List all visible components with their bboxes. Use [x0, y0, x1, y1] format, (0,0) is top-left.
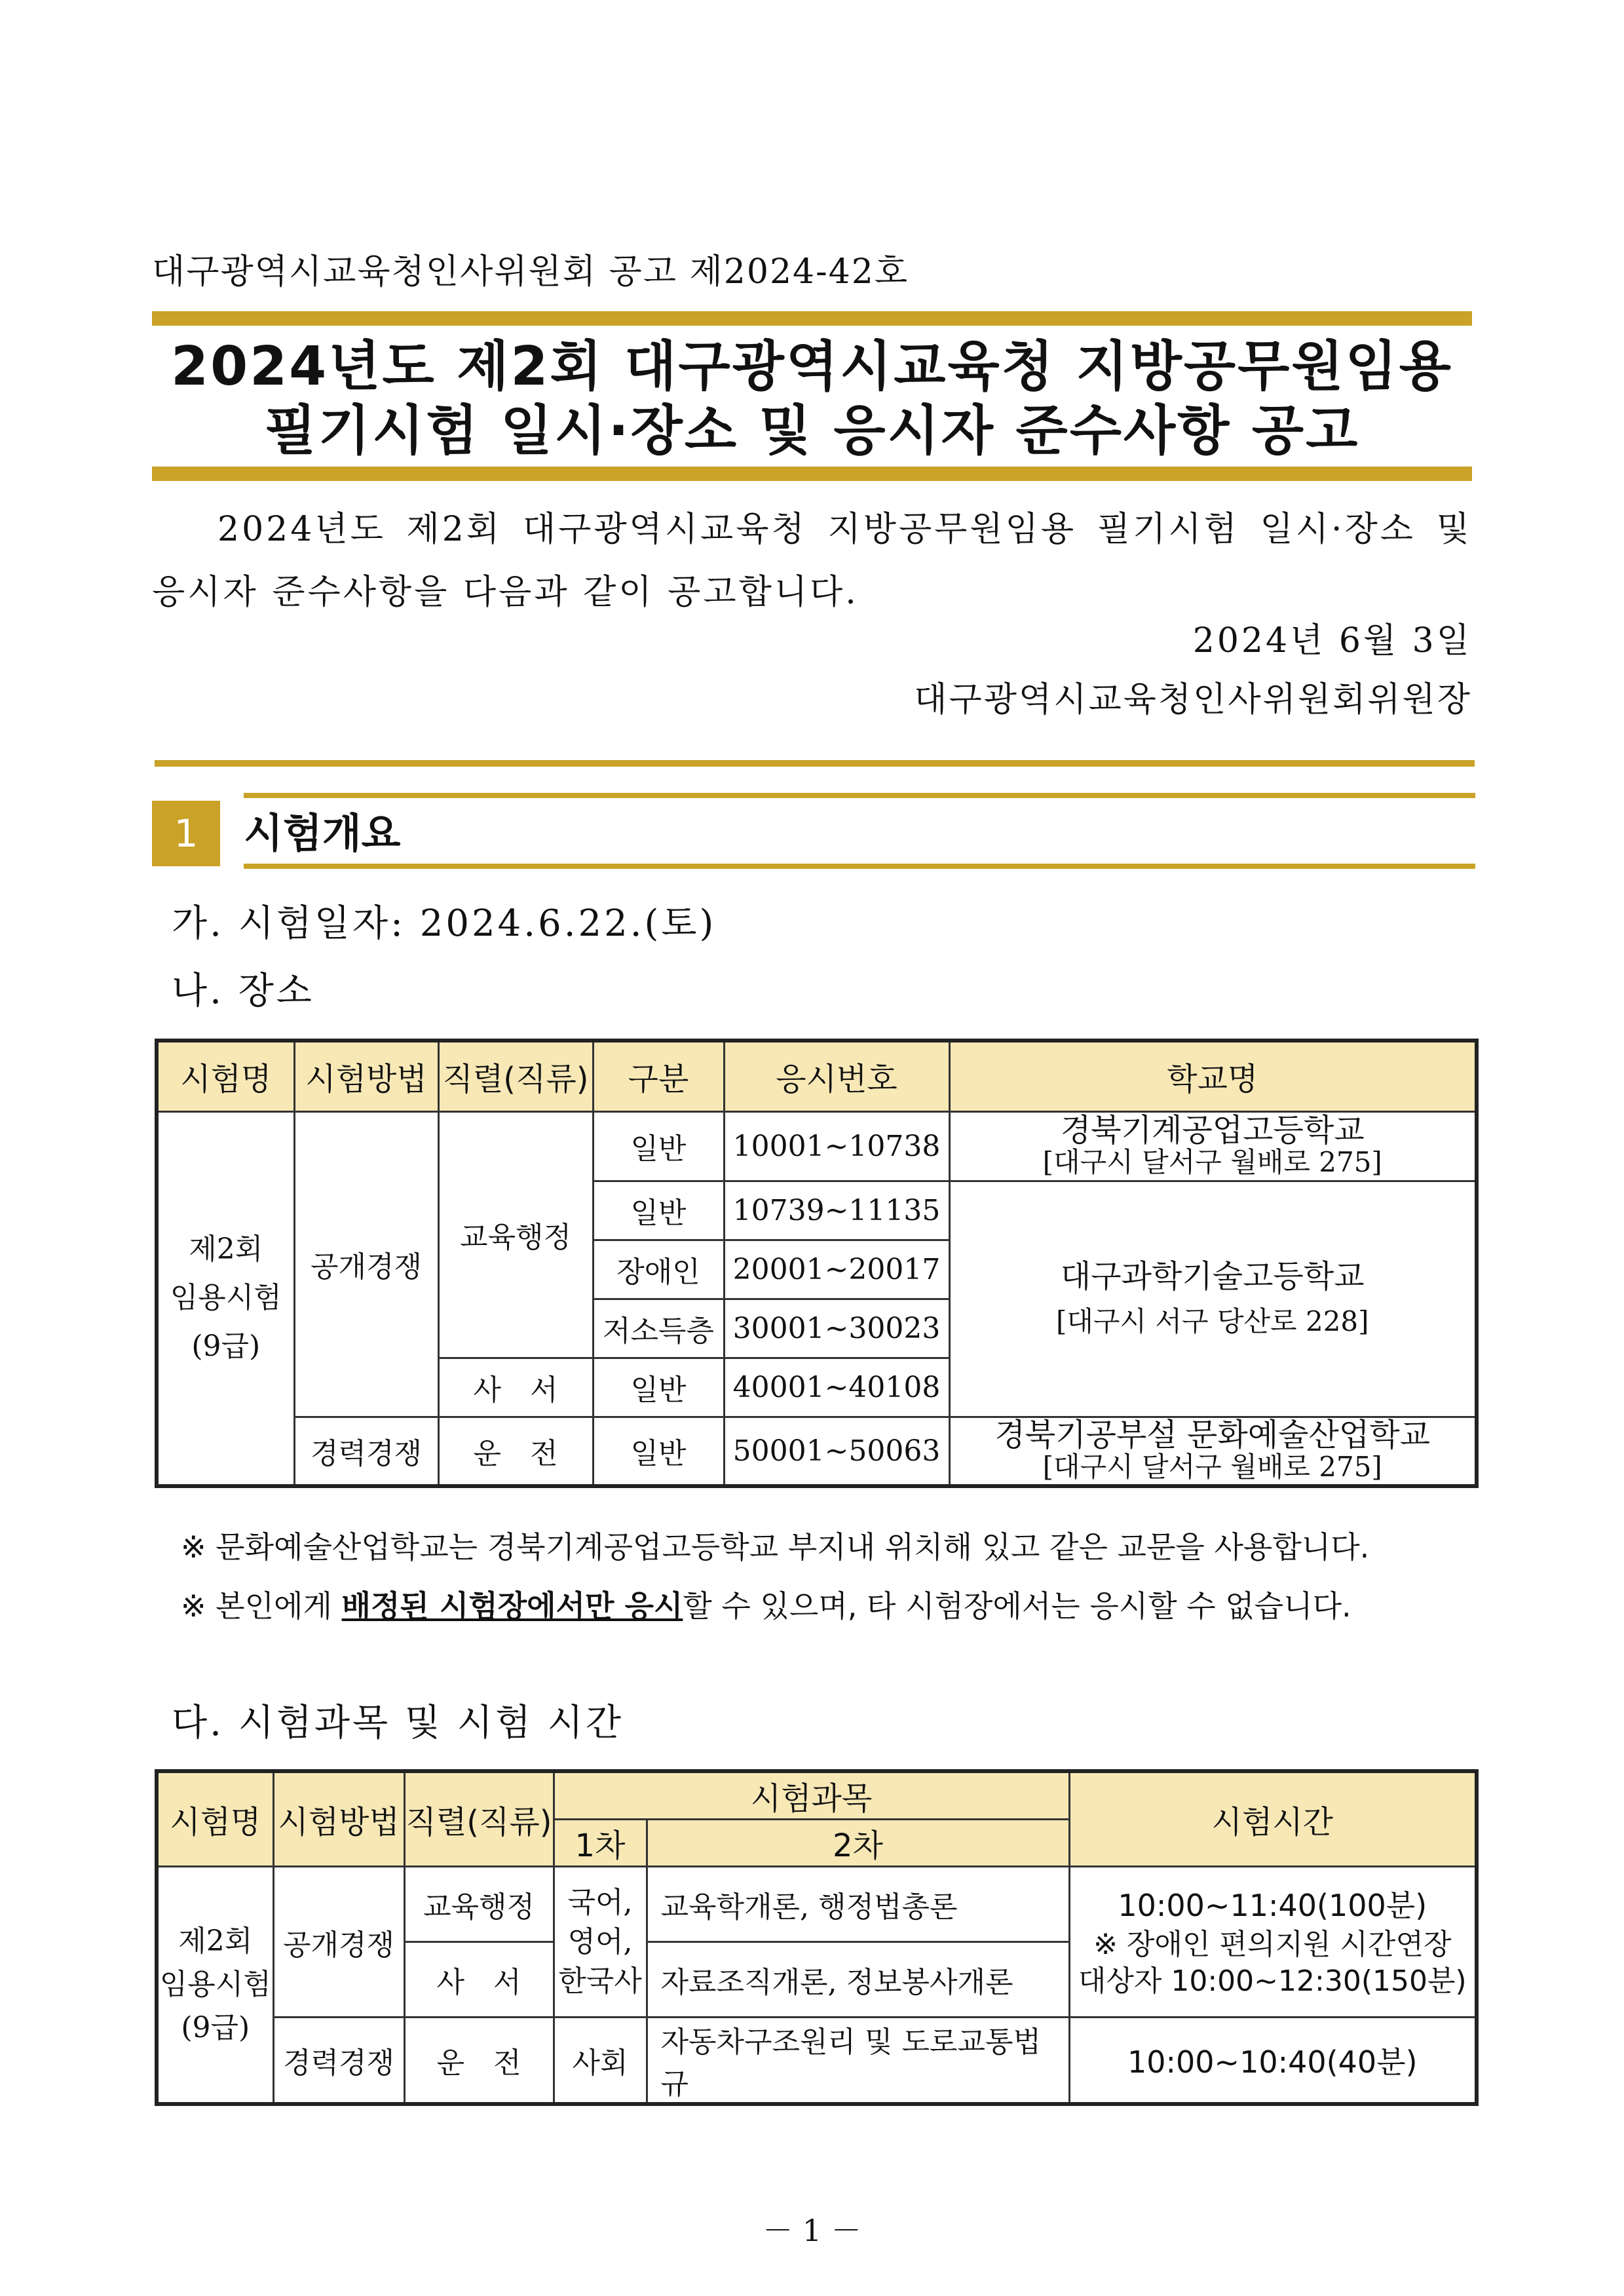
- venue-range: 30001~30023: [724, 1299, 949, 1358]
- venue-table: [155, 1039, 1479, 1488]
- venue-school-2: [949, 1181, 1477, 1417]
- school-address-2: [대구시 서구 당산로 228]: [1055, 1305, 1369, 1337]
- subject-series-driver: 운 전: [404, 2018, 554, 2105]
- subject-time-open: [1069, 1867, 1477, 2018]
- intro-line-2: 응시자 준수사항을 다음과 같이 공고합니다.: [152, 573, 859, 612]
- section-bottom-rule: [244, 864, 1475, 869]
- subject-header-first: 1차: [554, 1820, 647, 1867]
- venue-header-series: 직렬(직류): [438, 1041, 593, 1111]
- venue-range: 50001~50063: [724, 1417, 949, 1486]
- section-title: 시험개요: [244, 809, 401, 857]
- title-line-1: 2024년도 제2회 대구광역시교육청 지방공무원임용: [171, 335, 1453, 398]
- subject-header-time: 시험시간: [1069, 1771, 1477, 1867]
- venue-type: 일반: [593, 1181, 724, 1240]
- venue-exam-name: 제2회 임용시험 (9급): [157, 1111, 294, 1486]
- subject-series-edu: 교육행정: [404, 1867, 554, 1942]
- venue-header-exam: 시험명: [157, 1041, 294, 1111]
- school-name-3: 경북기공부설 문화예술산업학교: [994, 1417, 1430, 1454]
- section-top-rule: [244, 793, 1475, 798]
- venue-type: 저소득층: [593, 1299, 724, 1358]
- subject-method-open: 공개경쟁: [273, 1867, 404, 2018]
- subjects-heading: 다. 시험과목 및 시험 시간: [172, 1702, 624, 1744]
- subject-header-exam: 시험명: [157, 1771, 273, 1867]
- venue-method-open: 공개경쟁: [294, 1111, 438, 1417]
- subject-second-edu: 교육학개론, 행정법총론: [647, 1867, 1069, 1942]
- venue-series-edu: 교육행정: [438, 1111, 593, 1358]
- note-suffix: 할 수 있으며, 타 시험장에서는 응시할 수 없습니다.: [683, 1588, 1351, 1624]
- venue-header-method: 시험방법: [294, 1041, 438, 1111]
- note-school-location: ※ 문화예술산업학교는 경북기계공업고등학교 부지내 위치해 있고 같은 교문을 사용합니다.: [181, 1529, 1370, 1565]
- venue-series-librarian: 사 서: [438, 1358, 593, 1417]
- note-emphasis: 배정된 시험장에서만 응시: [341, 1588, 683, 1624]
- subject-header-second: 2차: [647, 1820, 1069, 1867]
- school-name-1: 경북기계공업고등학교: [1060, 1112, 1365, 1149]
- intro-line-1: 2024년도 제2회 대구광역시교육청 지방공무원임용 필기시험 일시·장소 및: [217, 510, 1472, 549]
- signer: 대구광역시교육청인사위원회위원장: [914, 680, 1472, 719]
- venue-range: 10001~10738: [724, 1111, 949, 1181]
- subject-first-driver: 사회: [554, 2018, 647, 2105]
- subject-second-driver: 자동차구조원리 및 도로교통법규: [647, 2018, 1069, 2105]
- venue-type: 일반: [593, 1111, 724, 1181]
- subject-method-career: 경력경쟁: [273, 2018, 404, 2105]
- venue-heading: 나. 장소: [172, 970, 314, 1012]
- venue-method-career: 경력경쟁: [294, 1417, 438, 1486]
- venue-type: 장애인: [593, 1240, 724, 1299]
- venue-type: 일반: [593, 1417, 724, 1486]
- venue-school-3: [949, 1417, 1477, 1486]
- subject-header-series: 직렬(직류): [404, 1771, 554, 1867]
- school-address-1: [대구시 달서구 월배로 275]: [1042, 1146, 1382, 1178]
- page-number: － 1 －: [763, 2213, 861, 2248]
- subject-header-method: 시험방법: [273, 1771, 404, 1867]
- school-address-3: [대구시 달서구 월배로 275]: [1042, 1451, 1382, 1483]
- section-divider: [155, 760, 1475, 767]
- venue-range: 10739~11135: [724, 1181, 949, 1240]
- time-note-line-2: 대상자 10:00~12:30(150분): [1078, 1964, 1467, 1998]
- notice-date: 2024년 6월 3일: [1192, 621, 1472, 660]
- subject-second-lib: 자료조직개론, 정보봉사개론: [647, 1942, 1069, 2018]
- title-top-bar: [152, 311, 1472, 326]
- venue-range: 40001~40108: [724, 1358, 949, 1417]
- venue-header-type: 구분: [593, 1041, 724, 1111]
- venue-type: 일반: [593, 1358, 724, 1417]
- section-number: 1: [152, 801, 220, 866]
- subject-table: [155, 1769, 1479, 2106]
- title-bottom-bar: [152, 467, 1472, 481]
- notice-number: 대구광역시교육청인사위원회 공고 제2024-42호: [152, 252, 909, 292]
- exam-date: 가. 시험일자: 2024.6.22.(토): [172, 902, 717, 945]
- subject-time-career: 10:00~10:40(40분): [1069, 2018, 1477, 2105]
- venue-school-1: [949, 1111, 1477, 1181]
- venue-header-number: 응시번호: [724, 1041, 949, 1111]
- note-assigned-venue: [181, 1582, 1351, 1626]
- time-note-line-1: ※ 장애인 편의지원 시간연장: [1093, 1927, 1452, 1961]
- subject-first-common: 국어, 영어, 한국사: [554, 1867, 647, 2018]
- venue-range: 20001~20017: [724, 1240, 949, 1299]
- school-name-2: 대구과학기술고등학교: [1060, 1258, 1365, 1295]
- subject-series-librarian: 사 서: [404, 1942, 554, 2018]
- venue-header-school: 학교명: [949, 1041, 1477, 1111]
- venue-series-driver: 운 전: [438, 1417, 593, 1486]
- subject-header-subjects: 시험과목: [554, 1771, 1069, 1820]
- note-prefix: ※ 본인에게: [181, 1588, 342, 1624]
- subject-exam-name: 제2회 임용시험 (9급): [157, 1867, 273, 2105]
- time-open-value: 10:00~11:40(100분): [1118, 1887, 1427, 1923]
- title-line-2: 필기시험 일시·장소 및 응시자 준수사항 공고: [264, 400, 1360, 462]
